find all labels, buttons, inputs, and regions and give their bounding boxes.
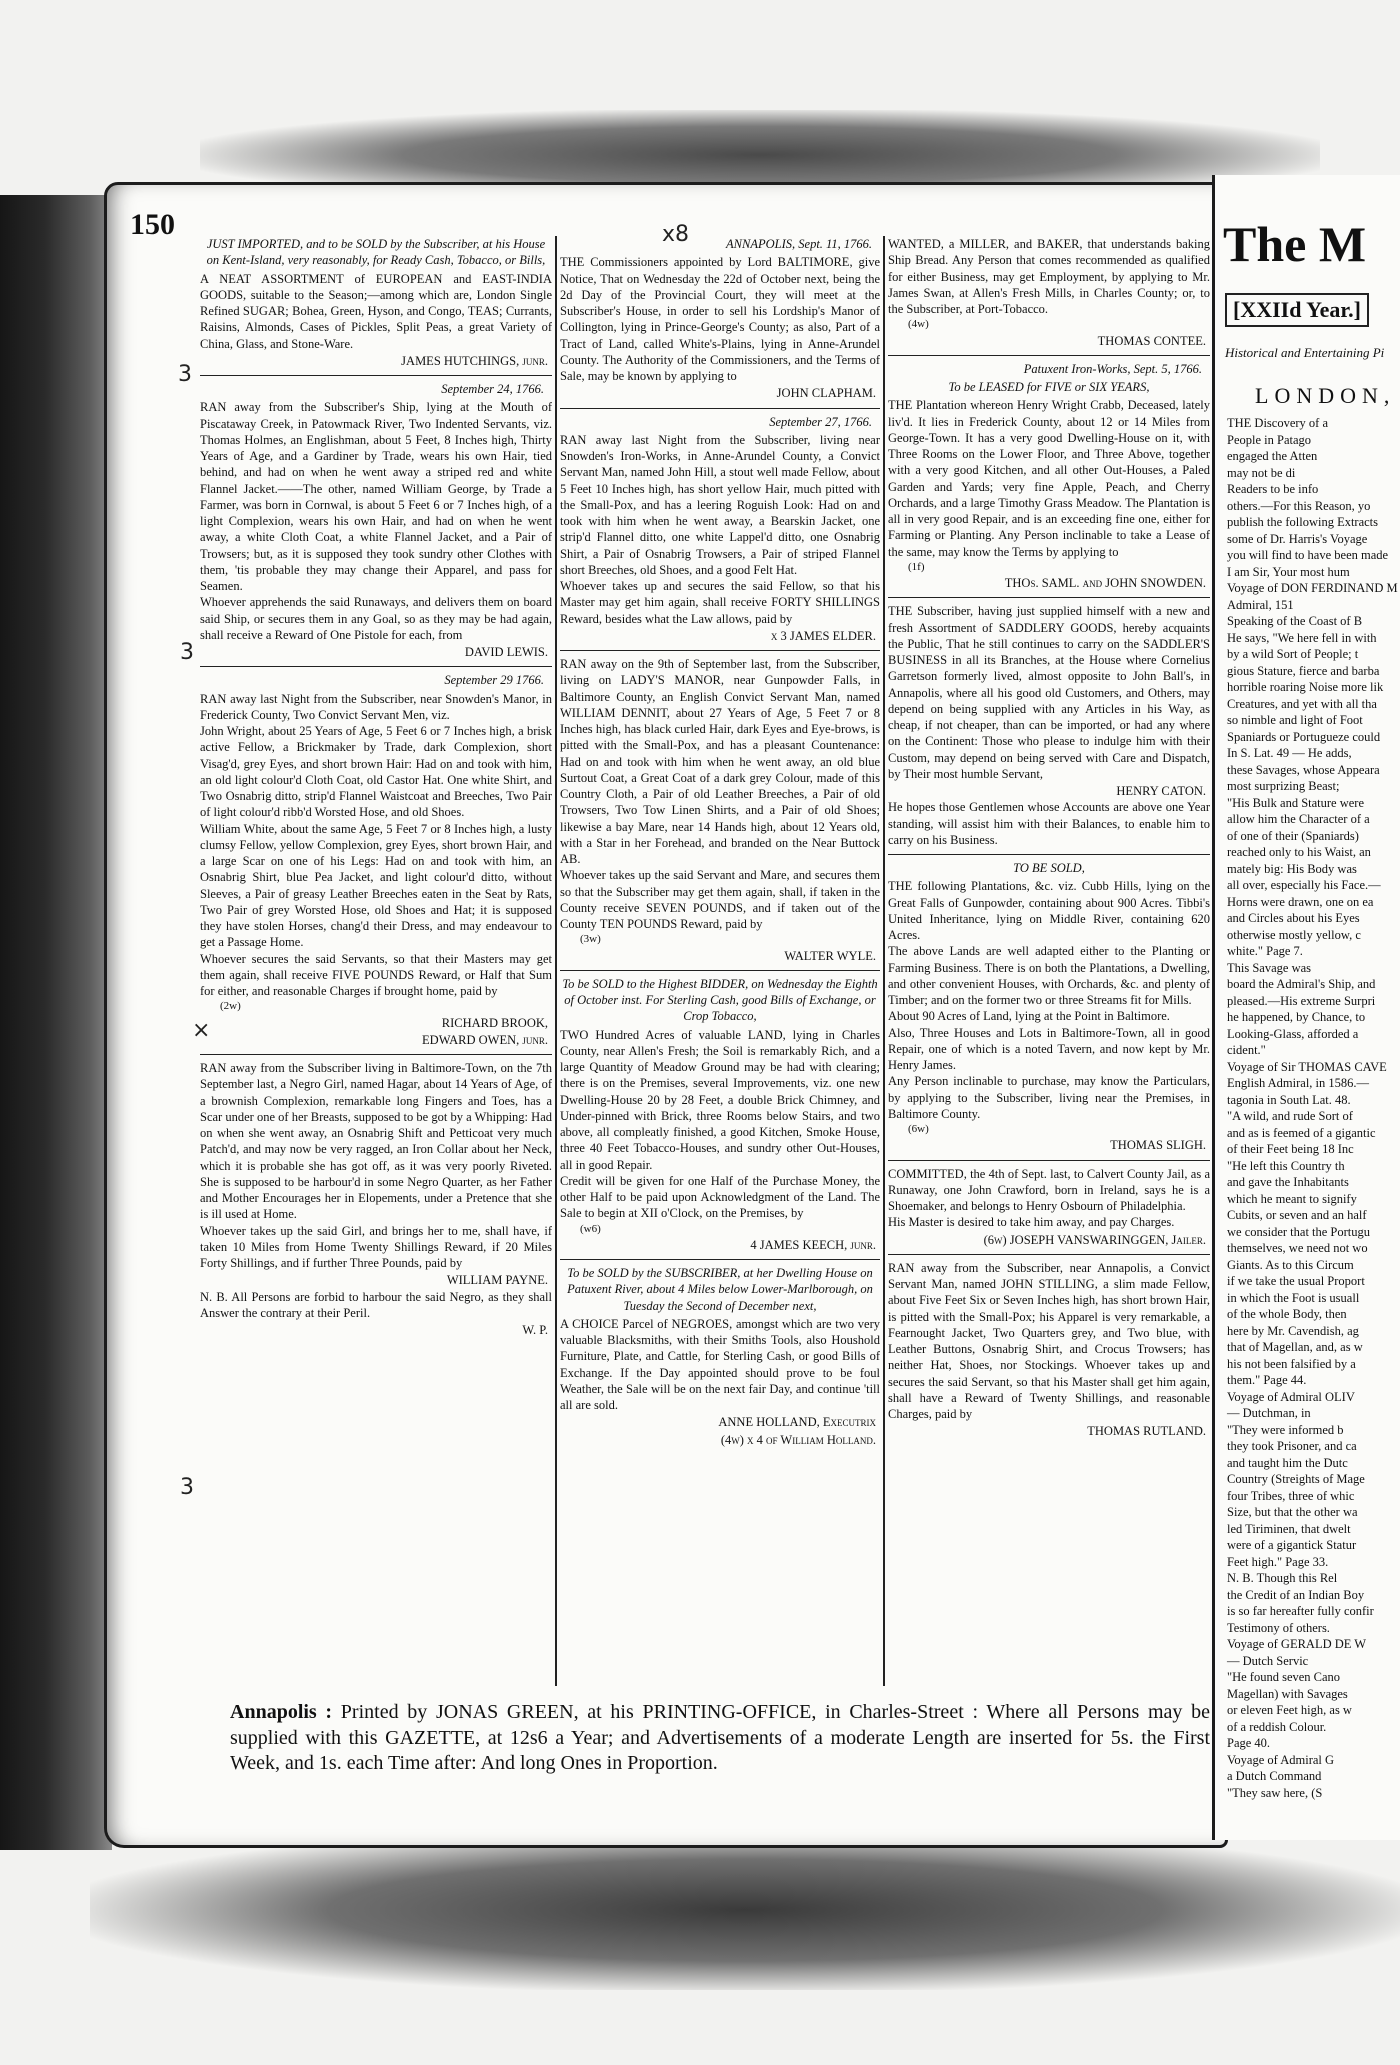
divider [200, 1054, 552, 1055]
advert-sligh [888, 860, 1210, 1154]
adjacent-page-line: reached only to his Waist, an [1227, 845, 1371, 859]
adjacent-page-line: Voyage of Admiral G [1227, 1752, 1335, 1767]
advert-elder [560, 414, 880, 645]
insertion-mark: (2w) [220, 1000, 241, 1013]
adjacent-page-line: — Dutchman, in [1227, 1406, 1311, 1420]
handwritten-mark-margin-3: 3 [180, 1475, 194, 1500]
adjacent-page-line: were of a gigantick Statur [1227, 1538, 1357, 1552]
advert-signature-name: JAMES KEECH, junr. [759, 1237, 876, 1252]
advert-body: WANTED, a MILLER, and BAKER, that understands baking Ship Bread. Any Person that comes recommended as qualified for either Business, may get Employment, by applying to Mr. James Swan, at Allen's Fresh Mills, in Charles County; or, to the Subscriber, at Port-Tobacco. [888, 237, 1210, 316]
advert-heading: To be LEASED for FIVE or SIX YEARS, [948, 380, 1150, 395]
adjacent-page-line: some of Dr. Harris's Voyage [1227, 531, 1368, 546]
advert-body: THE Plantation whereon Henry Wright Crabb, Deceased, lately liv'd. It lies in Frederick County, about 12 or 14 Miles from George-Town. It has a very good Dwelling-House on it, with Three Rooms on the Lower Floor, and Three Above, together with a very good Kitchen, and all other Out-Houses, a Paled Garden and Yards; very fine Apple, Peach, and Cherry Orchards, and a large Timothy Grass Meadow. The Plantation is all in very good Repair, and is an exceeding fine one, either for Farming or Planting. Any Person inclinable to take a Lease of the same, may know the Terms by applying to [888, 398, 1210, 559]
adjacent-page-line: "A wild, and rude Sort of [1227, 1109, 1353, 1123]
advert-signature [888, 1232, 1206, 1248]
divider [200, 666, 552, 667]
advert-body: Credit will be given for one Half of the Purchase Money, the other Half to be paid upon Acknowledgment of the Land. The Sale to begin at XII o'Clock, on the Premises, by [560, 1173, 880, 1221]
divider [200, 375, 552, 376]
adjacent-page-line: N. B. Though this Rel [1227, 1571, 1338, 1585]
advert-body: TWO Hundred Acres of valuable LAND, lying in Charles County, near Allen's Fresh; the Soil is remarkably Rich, and a large Quantity of Meadow Ground may be had with clearing; there is on the Premises, several Improvements, viz. one new Dwelling-House 20 by 28 Feet, a double Brick Chimney, and Under-pinned with Brick, three Rooms below Stairs, and two above, all compleatly finished, a good Kitchen, Smoke House, three 40 Feet Tobacco-Houses, and sundry other Out-Houses, all in good Repair. [560, 1027, 880, 1172]
divider [560, 650, 880, 651]
adjacent-page-line: Looking-Glass, afforded a [1227, 1026, 1359, 1041]
advert-signature [560, 1237, 876, 1253]
column-rule-1 [555, 236, 557, 1686]
adjacent-page-line: if we take the usual Proport [1227, 1274, 1365, 1288]
advert-date: Patuxent Iron-Works, Sept. 5, 1766. [1023, 361, 1202, 376]
advert-wyle [560, 656, 880, 964]
advert-body: John Wright, about 25 Years of Age, 5 Feet 6 or 7 Inches high, a brisk active Fellow, a Brickmaker by Trade, dark Complexion, short Visag'd, grey Eyes, and short brown Hair: Had on and took with him, an old light colour'd Cloth Coat, old Castor Hat. One white Shirt, and Two Osnabrig ditto, strip'd Flannel Waistcoat and Breeches, Two Pair of light colour'd ribb'd Worsted Hose, and old Shoes. [200, 724, 552, 820]
advert-signature: WILLIAM PAYNE. [446, 1273, 548, 1288]
insertion-mark: (w6) [580, 1222, 601, 1235]
imprint-lead: Annapolis : [230, 1701, 333, 1723]
advert-caton [888, 603, 1210, 848]
handwritten-mark-x3: x 3 [770, 628, 787, 643]
handwritten-mark-4: 4 [750, 1237, 757, 1252]
advert-signature: WALTER WYLE. [784, 948, 876, 963]
advert-rutland [888, 1260, 1210, 1440]
divider [560, 408, 880, 409]
advert-vanswaringgen [888, 1166, 1210, 1248]
adjacent-page-line: Country (Streights of Mage [1227, 1472, 1365, 1486]
advert-body: About 90 Acres of Land, lying at the Point in Baltimore. [888, 1009, 1170, 1024]
advert-body: His Master is desired to take him away, and pay Charges. [888, 1215, 1175, 1230]
advert-body: The above Lands are well adapted either to the Planting or Farming Business. There is on both the Plantations, a Dwelling, and other convenient Houses, with Orchards, &c. and plenty of Timber; and on the former two or three Streams fit for Mills. [888, 944, 1210, 1008]
adjacent-page-line: I am Sir, Your most hum [1227, 564, 1350, 579]
handwritten-mark-x4: x 4 [747, 1432, 763, 1447]
advert-lewis [200, 381, 552, 660]
imprint-text: Printed by JONAS GREEN, at his PRINTING-OFFICE, in Charles-Street : Where all Persons may be supplied with this GAZETTE, at 12s6 a Year; and Advertisements of a moderate Length are inserted for 5s. the First Week, and 1s. each Time after: And long Ones in Proportion. [230, 1701, 1210, 1775]
adjacent-page-line: gious Stature, fierce and barba [1227, 663, 1380, 678]
column-1 [200, 236, 552, 1691]
adjacent-page-line: Voyage of DON FERDINAND M [1227, 581, 1398, 595]
adjacent-page-line: tagonia in South Lat. 48. [1227, 1092, 1351, 1107]
adjacent-page-line: publish the following Extracts [1227, 515, 1379, 529]
adjacent-page-line: "He left this Country th [1227, 1158, 1345, 1173]
advert-body: Whoever apprehends the said Runaways, and delivers them on board said Ship, or secures them in any Goal, so as they may be had again, shall receive a Reward of One Pistole for each, from [200, 595, 552, 642]
advert-body: A NEAT ASSORTMENT of EUROPEAN and EAST-INDIA GOODS, suitable to the Season;—among which are, London Single Refined SUGAR; Bohea, Green, Hyson, and Congo, TEAS; Currants, Raisins, Almonds, Cases of Pickles, Split Peas, a great Variety of China, Glass, and Stone-Ware. [200, 271, 552, 351]
advert-signature: THOMAS CONTEE. [1097, 333, 1206, 348]
advert-snowden [888, 361, 1210, 592]
adjacent-page-line: In S. Lat. 49 — He adds, [1227, 746, 1352, 760]
advert-body: RAN away from the Subscriber's Ship, lying at the Mouth of Piscataway Creek, in Patowmack River, Two Indented Servants, viz. Thomas Holmes, an Englishman, about 5 Feet, 8 Inches high, Thirty Years of Age, and a Gardiner by Trade, wears his own Hair, tied behind, and had on when he went away a striped red and white Flannel Jacket.——The other, named William George, by Trade a Farmer, was born in Cornwal, is about 5 Feet 6 or 7 Inches high, of a light Complexion, wears his own Hair, and had on when he went away, a white Cloth Coat, a white Flannel Jacket, and a Pair of Trowsers; but, as it is supposed they took sundry other Clothes with them, 'tis probable they may change their Apparel, and pass for Seamen. [200, 400, 552, 593]
adjacent-page-line: Spaniards or Portugueze could [1227, 729, 1381, 744]
dateline-london: LONDON, [1255, 383, 1396, 408]
adjacent-page-line: This Savage was [1227, 960, 1312, 975]
advert-signature: THOMAS SLIGH. [1110, 1138, 1206, 1153]
adjacent-page-line: engaged the Atten [1227, 449, 1318, 463]
adjacent-page-line: "His Bulk and Stature were [1227, 795, 1365, 810]
insertion-mark: (6w) [908, 1123, 929, 1136]
advert-signature: EDWARD OWEN, junr. [422, 1032, 548, 1047]
page-number: 150 [130, 208, 175, 241]
adjacent-page-line: you will find to have been made [1227, 548, 1389, 562]
advert-signature [560, 1432, 876, 1448]
adjacent-page-line: they took Prisoner, and ca [1227, 1439, 1357, 1453]
adjacent-page-line: by a wild Sort of People; t [1227, 647, 1359, 661]
adjacent-page-line: here by Mr. Cavendish, ag [1227, 1323, 1359, 1338]
adjacent-page-line: "He found seven Cano [1227, 1670, 1341, 1684]
adjacent-page-line: these Savages, whose Appeara [1227, 762, 1380, 777]
column-3 [888, 236, 1210, 1691]
advert-body: THE Commissioners appointed by Lord BALTIMORE, give Notice, That on Wednesday the 22d of October next, being the 2d Day of the Provincial Court, they will meet at the Subscriber's House, in order to sell his Lordship's Manor of Collington, lying in Prince-George's County; as also, Part of a Tract of Land, called White's-Plains, lying in Anne-Arundel County. The Authority of the Commissioners, and the Terms of Sale, may be known by applying to [560, 255, 880, 383]
advert-date: ANNAPOLIS, Sept. 11, 1766. [726, 237, 872, 251]
adjacent-page-line: Horns were drawn, one on ea [1227, 894, 1374, 909]
advert-signature: JOHN CLAPHAM. [776, 386, 876, 401]
advert-brook-owen [200, 672, 552, 1048]
advert-body: A CHOICE Parcel of NEGROES, amongst which are two very valuable Blacksmiths, with their Smiths Tools, also Houshold Furniture, Plate, and Cattle, for Sterling Cash, or good Bills of Exchange. If the Day appointed should prove to be foul Weather, the Sale will be on the next fair Day, and continue 'till all are sold. [560, 1316, 880, 1413]
adjacent-page-line: white." Page 7. [1227, 944, 1303, 958]
divider [888, 1254, 1210, 1255]
advert-body: He hopes those Gentlemen whose Accounts are above one Year standing, will assist him with their Balances, to enable him to carry on his Business. [888, 800, 1210, 847]
advert-heading: TO BE SOLD, [1013, 861, 1085, 876]
adjacent-page-line: themselves, we need not wo [1227, 1241, 1368, 1255]
advert-clapham [560, 236, 880, 402]
adjacent-page-line: Page 40. [1227, 1736, 1271, 1750]
advert-date: September 24, 1766. [441, 382, 544, 396]
advert-body: COMMITTED, the 4th of Sept. last, to Calvert County Jail, as a Runaway, one John Crawford, born in Ireland, says he is a Shoemaker, and belongs to Henry Osbourn of Philadelphia. [888, 1166, 1210, 1214]
adjacent-page-line: so nimble and light of Foot [1227, 713, 1363, 727]
adjacent-page-line: Creatures, and yet with all tha [1227, 696, 1377, 711]
advert-body: RAN away from the Subscriber living in Baltimore-Town, on the 7th September last, a Negro Girl, named Hagar, about 14 Years of Age, of a brownish Complexion, remarkable long Fingers and Toes, has a Scar under one of her Breasts, supposed to be got by a Whipping: Had on when she went away, an Osnabrig Shift and Petticoat very much Patch'd, and may now be very ragged, an Iron Collar about her Neck, which it is probable she has got off, as it was very poorly Riveted. She is supposed to be harbour'd in some Negro Quarter, as her Father and Mother Encourages her in Elopements, under a Pretence that she is ill used at Home. [200, 1061, 552, 1222]
adjacent-page-line: we consider that the Portugu [1227, 1224, 1371, 1239]
page-shadow-bottom [90, 1830, 1400, 1990]
adjacent-page-line: is so far hereafter fully confir [1227, 1604, 1374, 1618]
divider [560, 1259, 880, 1260]
adjacent-page-line: which he meant to signify [1227, 1191, 1357, 1206]
adjacent-page-line: Giants. As to this Circum [1227, 1257, 1354, 1272]
advert-body: RAN away from the Subscriber, near Annapolis, a Convict Servant Man, named JOHN STILLING, a slim made Fellow, about Five Feet Six or Seven Inches high, has short brown Hair, is pitted with the Small-Pox; his Apparel is very remarkable, a Fearnought Jacket, Two Quarters grey, and Two blue, with Leather Buttons, Osnabrig Shirt, and Crocus Trowsers; has neither Hat, Shoes, nor Stockings. Whoever takes up and secures the said Servant, so that his Master shall get him again, shall have a Reward of Twenty Shillings, and reasonable Charges, paid by [888, 1260, 1210, 1422]
advert-body: Whoever secures the said Servants, so that their Masters may get them again, shall receive FIVE POUNDS Reward, or Half that Sum for either, and reasonable Charges if brought home, paid by [200, 951, 552, 998]
insertion-mark: (4w) [720, 1432, 744, 1447]
advert-signature: DAVID LEWIS. [464, 645, 548, 659]
adjacent-page-line: of the whole Body, then [1227, 1307, 1347, 1321]
advert-signature-name: of William Holland. [766, 1432, 876, 1447]
adjacent-page-line: THE Discovery of a [1227, 416, 1329, 430]
adjacent-page-line: otherwise mostly yellow, c [1227, 927, 1361, 942]
advert-signature: JAMES HUTCHINGS, junr. [401, 353, 548, 368]
magazine-title: The M [1223, 216, 1367, 272]
adjacent-page-line: Admiral, 151 [1227, 597, 1294, 612]
magazine-year: [XXIId Year.] [1225, 293, 1369, 327]
adjacent-page-line: may not be di [1227, 465, 1296, 480]
advert-contee [888, 236, 1210, 349]
adjacent-page-line: a Dutch Command [1227, 1769, 1322, 1783]
advert-signature-name: JAMES ELDER. [789, 628, 876, 643]
advert-hutchings [200, 236, 552, 369]
advert-body: William White, about the same Age, 5 Feet 7 or 8 Inches high, a lusty clumsy Fellow, yellow Complexion, grey Eyes, short brown Hair, and a large Scar on one of his Legs: Had on and took with him, an Osnabrig Shirt, blue Pea Jacket, and light colour'd ditto, without Sleeves, a Pair of greasy Leather Breeches eaten in the Seat by Rats, Two Pair of grey Worsted Hose, old Shoes and Hat; it is supposed they have stolen Horses, chang'd their Dress, and may endeavour to get a Passage Home. [200, 821, 552, 950]
adjacent-page-line: — Dutch Servic [1227, 1653, 1309, 1668]
insertion-mark: (4w) [908, 318, 929, 331]
adjacent-page-line: "They saw here, (S [1227, 1785, 1323, 1800]
adjacent-page-line: English Admiral, in 1586.— [1227, 1076, 1370, 1090]
adjacent-page-line: Cubits, or seven and an half [1227, 1208, 1367, 1222]
adjacent-page-line: Voyage of Admiral OLIV [1227, 1389, 1355, 1404]
divider [560, 970, 880, 971]
adjacent-page-line: pleased.—His extreme Surpri [1227, 993, 1376, 1008]
handwritten-mark-margin-2: 3 [180, 640, 194, 665]
adjacent-page-line: the Credit of an Indian Boy [1227, 1587, 1365, 1602]
advert-body: Whoever takes up and secures the said Fellow, so that his Master may get him again, shall receive FORTY SHILLINGS Reward, besides what the Law allows, paid by [560, 579, 880, 626]
advert-body: RAN away last Night from the Subscriber, living near Snowden's Iron-Works, in Anne-Arundel County, a Convict Servant Man, named John Hill, a stout well made Fellow, about 5 Feet 10 Inches high, has short yellow Hair, much pitted with the Small-Pox, and has a leering Roguish Look: Had on and took with him when he went away, a Bearskin Jacket, one strip'd Flannel ditto, one white Lappel'd ditto, one Osnabrig Shirt, a Pair of Osnabrig Trowsers, a Pair of striped Flannel short Breeches, old Shoes, and a good Felt Hat. [560, 432, 880, 577]
adjacent-page-line: allow him the Character of a [1227, 812, 1370, 826]
adjacent-page-line: them." Page 44. [1227, 1373, 1307, 1387]
adjacent-page-line: of their Feet being 18 Inc [1227, 1142, 1354, 1156]
divider [888, 597, 1210, 598]
advert-signature [560, 628, 876, 644]
adjacent-page-line: Readers to be info [1227, 482, 1319, 496]
advert-body: THE following Plantations, &c. viz. Cubb Hills, lying on the Great Falls of Gunpowder, containing about 900 Acres. Tibbi's United Inheritance, lying on Middle River, containing 620 Acres. [888, 879, 1210, 943]
adjacent-page-line: Size, but that the other wa [1227, 1505, 1358, 1519]
adjacent-page-line: and as is feemed of a gigantic [1227, 1125, 1376, 1140]
book-spine [0, 195, 112, 1850]
adjacent-page-line: board the Admiral's Ship, and [1227, 977, 1376, 991]
adjacent-page-line: his not been falsified by a [1227, 1356, 1356, 1371]
column-2 [560, 236, 880, 1691]
adjacent-page-line: or eleven Feet high, as w [1227, 1703, 1352, 1717]
advert-heading: To be SOLD to the Highest BIDDER, on Wednesday the Eighth of October inst. For Sterling Cash, good Bills of Exchange, or Crop Tobacco, [562, 976, 878, 1024]
insertion-mark: (1f) [908, 560, 925, 573]
adjacent-page-line: in which the Foot is usuall [1227, 1290, 1360, 1305]
printer-imprint [230, 1700, 1210, 1777]
magazine-subtitle: Historical and Entertaining Pi [1225, 345, 1385, 360]
adjacent-page-line: led Tiriminen, that dwelt [1227, 1521, 1351, 1536]
advert-body: Any Person inclinable to purchase, may know the Particulars, by applying to the Subscriber, living near the Premises, in Baltimore County. [888, 1074, 1210, 1121]
advert-body: Also, Three Houses and Lots in Baltimore-Town, all in good Repair, one of which is a noted Tavern, and now kept by Mr. Henry James. [888, 1025, 1210, 1073]
divider [888, 355, 1210, 356]
advert-signature: HENRY CATON. [1116, 784, 1206, 799]
adjacent-page-text [1227, 415, 1400, 1801]
adjacent-page-line: he happened, by Chance, to [1227, 1010, 1366, 1024]
adjacent-page-line: Feet high." Page 33. [1227, 1554, 1329, 1569]
insertion-mark: (3w) [580, 933, 601, 946]
adjacent-page-line: People in Patago [1227, 432, 1312, 447]
advert-date: September 27, 1766. [769, 414, 872, 429]
handwritten-mark-margin-x: × [192, 1018, 211, 1043]
adjacent-page-line: Speaking of the Coast of B [1227, 614, 1363, 628]
advert-keech [560, 976, 880, 1253]
advert-signature: THOMAS RUTLAND. [1087, 1424, 1206, 1439]
advert-signature: ANNE HOLLAND, Executrix [718, 1415, 876, 1430]
advert-body: THE Subscriber, having just supplied himself with a new and fresh Assortment of SADDLERY GOODS, hereby acquaints the Public, That he still continues to carry on the SADDLER'S BUSINESS in all its Branches, at the House where Cornelius Garretson formerly lived, almost opposite to John Ball's, in Annapolis, where all his good old Customers, and Others, may depend on being supplied with any Articles in his Way, as cheap, if not cheaper, than can be imported, or had any where on the Continent: Those who please to indulge him with their Custom, may depend on being served with Care and Dispatch, by Their most humble Servant, [888, 604, 1210, 781]
adjacent-page [1212, 175, 1400, 1840]
advert-body: RAN away last Night from the Subscriber, near Snowden's Manor, in Frederick County, Two Convict Servant Men, viz. [200, 691, 552, 722]
adjacent-page-line: most surprizing Beast; [1227, 779, 1340, 793]
advert-signature: RICHARD BROOK, [441, 1015, 548, 1030]
adjacent-page-line: horrible roaring Noise more lik [1227, 680, 1384, 694]
handwritten-mark-top: x8 [662, 222, 690, 247]
advert-body: Whoever takes up the said Girl, and brings her to me, shall have, if taken 10 Miles from Home Twenty Shillings Reward, if 20 Miles Forty Shillings, and if further Three Pounds, paid by [200, 1223, 552, 1271]
adjacent-page-line: that of Magellan, and, as w [1227, 1340, 1363, 1354]
divider [888, 854, 1210, 855]
adjacent-page-line: and taught him the Dutc [1227, 1455, 1348, 1470]
adjacent-page-line: of one of their (Spaniards) [1227, 828, 1359, 843]
column-rule-2 [883, 236, 885, 1686]
adjacent-page-line: and gave the Inhabitants [1227, 1175, 1349, 1189]
adjacent-page-line: Voyage of GERALD DE W [1227, 1637, 1367, 1651]
advert-signature: W. P. [522, 1323, 548, 1338]
adjacent-page-line: mately big: His Body was [1227, 861, 1357, 876]
advert-payne [200, 1060, 552, 1338]
divider [888, 1160, 1210, 1161]
adjacent-page-line: others.—For this Reason, yo [1227, 498, 1371, 513]
adjacent-page-line: Voyage of Sir THOMAS CAVE [1227, 1059, 1387, 1074]
advert-holland [560, 1265, 880, 1448]
adjacent-page-line: of a reddish Colour. [1227, 1719, 1327, 1734]
advert-body: RAN away on the 9th of September last, from the Subscriber, living on LADY'S MANOR, near Gunpowder Falls, in Baltimore County, an English Convict Servant Man, named WILLIAM DENNIT, about 27 Years of Age, 5 Feet 7 or 8 Inches high, has black curled Hair, dark Eyes and Eye-brows, is pitted with the Small-Pox, and has a pleasant Countenance: Had on and took with him when he went away, an old blue Surtout Coat, a Great Coat of a dark grey Colour, made of this Country Cloth, a Pair of old Leather Breeches, a Pair of old Trowsers, Two Tow Linen Shirts, and a Pair of old Shoes; likewise a bay Mare, near 14 Hands high, about 12 Years old, with a Star in her Forehead, and branded on the Near Buttock AB. [560, 657, 880, 866]
adjacent-page-line: four Tribes, three of whic [1227, 1488, 1355, 1503]
adjacent-page-line: He says, "We here fell in with [1227, 630, 1377, 645]
insertion-mark: (6w) [983, 1232, 1007, 1247]
adjacent-page-line: "They were informed b [1227, 1422, 1344, 1437]
adjacent-page-line: cident." [1227, 1043, 1266, 1057]
advert-body: Whoever takes up the said Servant and Mare, and secures them so that the Subscriber may get them again, shall, if taken in the County receive SEVEN POUNDS, and if taken out of the County TEN POUNDS Reward, paid by [560, 868, 880, 931]
advert-signature: THOs. SAML. and JOHN SNOWDEN. [1004, 576, 1206, 591]
advert-signature-name: JOSEPH VANSWARINGGEN, Jailer. [1009, 1232, 1206, 1247]
advert-heading: To be SOLD by the SUBSCRIBER, at her Dwelling House on Patuxent River, about 4 Miles below Lower-Marlborough, on Tuesday the Second of December next, [567, 1266, 873, 1313]
advert-date: September 29 1766. [444, 673, 544, 688]
handwritten-mark-margin-1: 3 [178, 362, 192, 387]
advert-heading: JUST IMPORTED, and to be SOLD by the Subscriber, at his House on Kent-Island, very reasonably, for Ready Cash, Tobacco, or Bills, [206, 237, 546, 268]
adjacent-page-line: all over, especially his Face.— [1227, 878, 1381, 892]
adjacent-page-line: and Circles about his Eyes [1227, 911, 1360, 925]
adjacent-page-line: Magellan) with Savages [1227, 1686, 1348, 1701]
adjacent-page-line: Testimony of others. [1227, 1620, 1330, 1635]
advert-note: N. B. All Persons are forbid to harbour the said Negro, as they shall Answer the contrary at their Peril. [200, 1289, 552, 1320]
